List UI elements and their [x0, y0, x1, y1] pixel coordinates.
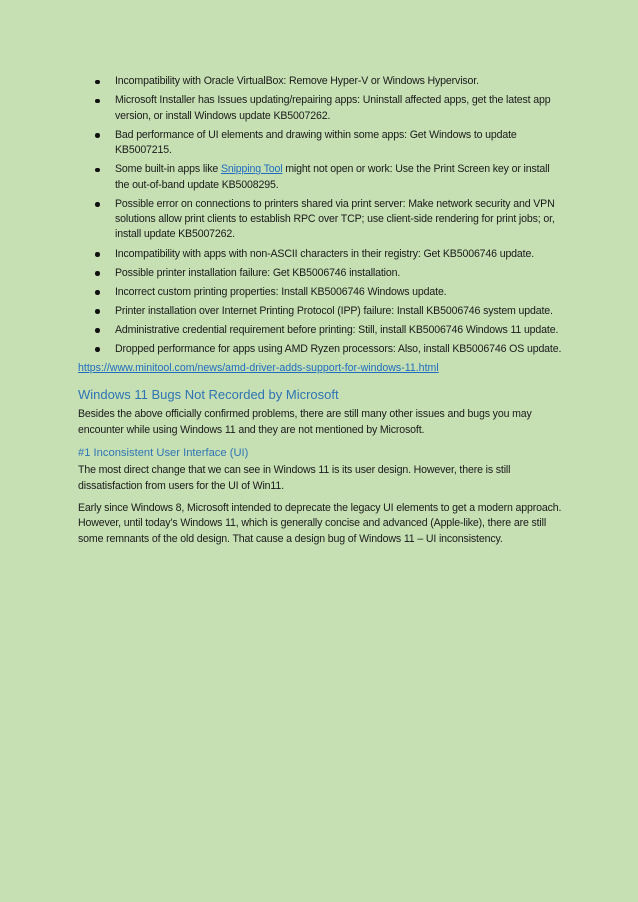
bullet-icon — [95, 309, 100, 314]
bullet-icon — [95, 168, 100, 173]
list-item-text: Possible printer installation failure: Get KB5006746 installation. — [115, 266, 401, 279]
bullet-icon — [95, 80, 100, 85]
list-item — [78, 128, 564, 159]
list-item — [78, 162, 564, 193]
list-item — [78, 197, 564, 243]
list-item-text: Microsoft Installer has Issues updating/repairing apps: Uninstall affected apps, get the latest app version, or install Windows update KB5007262. — [115, 94, 551, 122]
section-intro: Besides the above officially confirmed problems, there are still many other issues and bugs you may encounter while using Windows 11 and they are not mentioned by Microsoft. — [78, 408, 532, 436]
bullet-icon — [95, 202, 100, 207]
bullet-icon — [95, 99, 100, 104]
list-item — [78, 74, 564, 89]
list-item — [78, 247, 564, 262]
bullet-icon — [95, 347, 100, 352]
section-heading: Windows 11 Bugs Not Recorded by Microsoft — [78, 387, 339, 403]
list-item-text: Printer installation over Internet Printing Protocol (IPP) failure: Install KB5006746 system update. — [115, 304, 553, 317]
page-content — [78, 74, 564, 554]
list-item-text-after: might not open or work: Use the Print Screen key or install the out-of-band update KB5008295. — [115, 163, 550, 191]
subheading: #1 Inconsistent User Interface (UI) — [78, 447, 249, 460]
list-item-text: Dropped performance for apps using AMD Ryzen processors: Also, install KB5006746 OS update. — [115, 342, 562, 355]
list-item — [78, 323, 564, 338]
snipping-tool-link[interactable]: Snipping Tool — [220, 163, 283, 176]
list-item — [78, 304, 564, 319]
list-item-text: Incompatibility with apps with non-ASCII characters in their registry: Get KB5006746 update. — [115, 247, 534, 260]
list-item-text: Incompatibility with Oracle VirtualBox: Remove Hyper-V or Windows Hypervisor. — [115, 75, 479, 87]
bullet-icon — [95, 328, 100, 333]
list-item — [78, 342, 564, 357]
bullet-icon — [95, 133, 100, 138]
bullet-icon — [95, 290, 100, 295]
list-item-text: Incorrect custom printing properties: Install KB5006746 Windows update. — [115, 285, 447, 298]
bullet-icon — [95, 271, 100, 276]
list-item — [78, 93, 564, 124]
list-item — [78, 285, 564, 300]
list-item-text: Possible error on connections to printers shared via print server: Make network security and VPN solutions allow print clients to establish RPC over TCP; use client-side rendering for print jobs; or, install update KB5007262. — [115, 197, 555, 241]
source-url-link[interactable]: https://www.minitool.com/news/amd-driver-adds-support-for-windows-11.html — [78, 362, 439, 375]
issue-list — [78, 74, 564, 357]
list-item — [78, 266, 564, 281]
bullet-icon — [95, 252, 100, 257]
paragraph: Early since Windows 8, Microsoft intended to deprecate the legacy UI elements to get a modern approach. However, until today’s Windows 11, which is generally concise and advanced (Apple-like), there are still some remnants of the old design. That cause a design bug of Windows 11 – UI inconsistency. — [78, 502, 562, 545]
list-item-text-before: Some built-in apps like — [115, 163, 221, 176]
list-item-text: Bad performance of UI elements and drawing within some apps: Get Windows to update KB5007215. — [115, 128, 517, 156]
paragraph: The most direct change that we can see in Windows 11 is its user design. However, there is still dissatisfaction from users for the UI of Win11. — [78, 464, 511, 492]
list-item-text: Administrative credential requirement before printing: Still, install KB5006746 Windows 11 update. — [115, 323, 559, 336]
